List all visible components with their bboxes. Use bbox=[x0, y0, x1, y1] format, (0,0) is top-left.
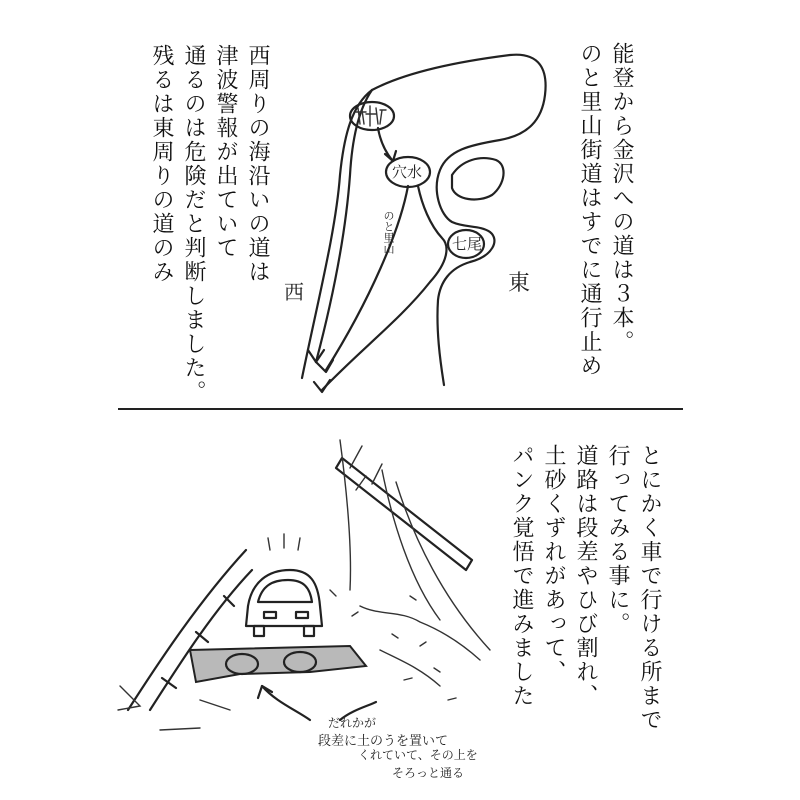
narration-right-col-1: 能登から金沢への道は３本。 bbox=[609, 42, 634, 354]
narration-bottom-col-1: とにかく車で行ける所まで bbox=[637, 444, 662, 732]
narration-bottom-col-4: 土砂くずれがあって、 bbox=[541, 444, 566, 684]
narration-left-col-3: 通るのは危険だと判断しました。 bbox=[181, 44, 206, 404]
map-label-east: 東 bbox=[508, 271, 531, 296]
road-step-damage bbox=[190, 646, 366, 682]
map-label-nanao: 七尾 bbox=[452, 235, 483, 253]
narration-right-col-2: のと里山街道はすでに通行止め bbox=[577, 42, 602, 378]
narration-bottom-col-5: パンク覚悟で進みました bbox=[509, 444, 534, 708]
narration-left-col-1: 西周りの海沿いの道は bbox=[245, 44, 270, 284]
map-label-satoyama: のと里山 bbox=[382, 210, 395, 254]
annotation-line-1: だれかが bbox=[328, 716, 377, 730]
annotation-line-4: そろっと通る bbox=[392, 766, 465, 780]
narration-left-col-4: 残るは東周りの道のみ bbox=[149, 44, 174, 284]
guardrail bbox=[128, 550, 252, 710]
map-label-anamizu: 穴水 bbox=[392, 163, 423, 181]
hanging-wires bbox=[340, 440, 490, 650]
car-icon bbox=[246, 570, 322, 636]
narration-left-col-2: 津波警報が出ていて bbox=[213, 44, 238, 260]
narration-bottom-col-3: 道路は段差やひび割れ、 bbox=[573, 444, 598, 708]
narration-bottom-col-2: 行ってみる事に。 bbox=[605, 444, 630, 636]
map-label-west: 西 bbox=[284, 280, 304, 304]
road-scene-panel bbox=[0, 410, 800, 800]
utility-pole bbox=[336, 458, 472, 570]
annotation-line-2: 段差に土のうを置いて bbox=[318, 734, 449, 749]
annotation-line-3: くれていて、その上を bbox=[358, 748, 478, 762]
